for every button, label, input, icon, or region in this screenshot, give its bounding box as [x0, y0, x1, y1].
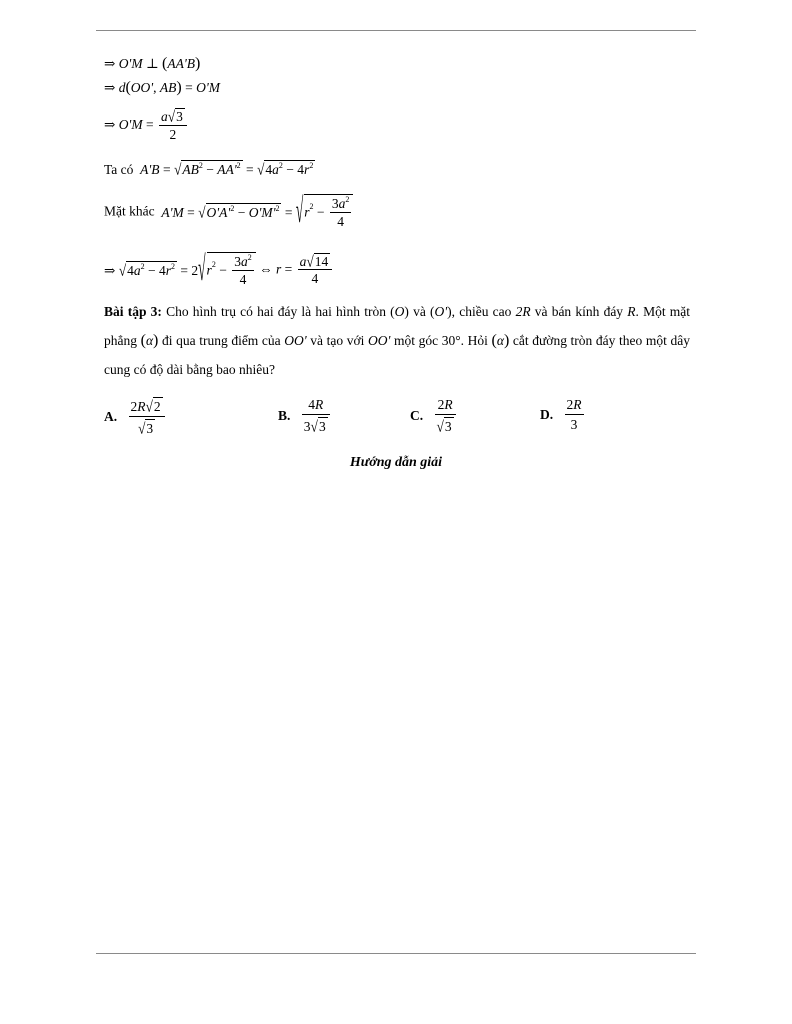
section-heading: Hướng dẫn giải	[349, 455, 443, 470]
fraction: $\frac{a√3}{2}$	[159, 108, 187, 141]
implies-line: ⇒ $√4a^2 - 4r^2 = 2√r^2$ − $\frac{3a^2}{4}$ ⇔ r = $\frac{a√14}{4}$	[104, 252, 334, 286]
option-d[interactable]: D. $\frac{2R}{3}$	[540, 397, 582, 432]
footer-rule	[96, 953, 696, 954]
solution-line-3: ⇒ O'M = $\frac{a√3}{2}$	[104, 108, 189, 141]
solution-line-1: ⇒ O'M ⊥ (AA'B)	[104, 55, 201, 72]
exercise-paragraph: Bài tập 3: Cho hình trụ có hai đáy là hai hình tròn (O) và (O'), chiều cao 2R và bán kính đáy R. Một mặt phẳng (α) đi qua trung điểm của OO' và tạo với OO' một góc 30°. Hỏi (α) cắt đường tròn đáy theo một dây cung có độ dài bằng bao nhiêu?	[104, 304, 690, 377]
exercise-label: Bài tập 3:	[104, 304, 162, 319]
mat-khac-line: Mặt khác $A'M = √O'A'^2 - O'M'^2 = √r^2$ − $\frac{3a^2}{4}$	[104, 194, 353, 228]
option-b[interactable]: B. $\frac{4R}{3√3}$	[278, 397, 332, 435]
ta-co-line: Ta có $A'B = √AB^2 - AA'^2 = √4a^2 - 4r^2$	[104, 160, 314, 179]
option-c[interactable]: C. $\frac{2R}{√3}$	[410, 397, 458, 435]
option-a[interactable]: A. $\frac{2R√2}{√3}$	[104, 397, 167, 437]
header-rule	[96, 30, 696, 31]
solution-line-2: ⇒ d(OO', AB) = O'M	[104, 79, 220, 96]
